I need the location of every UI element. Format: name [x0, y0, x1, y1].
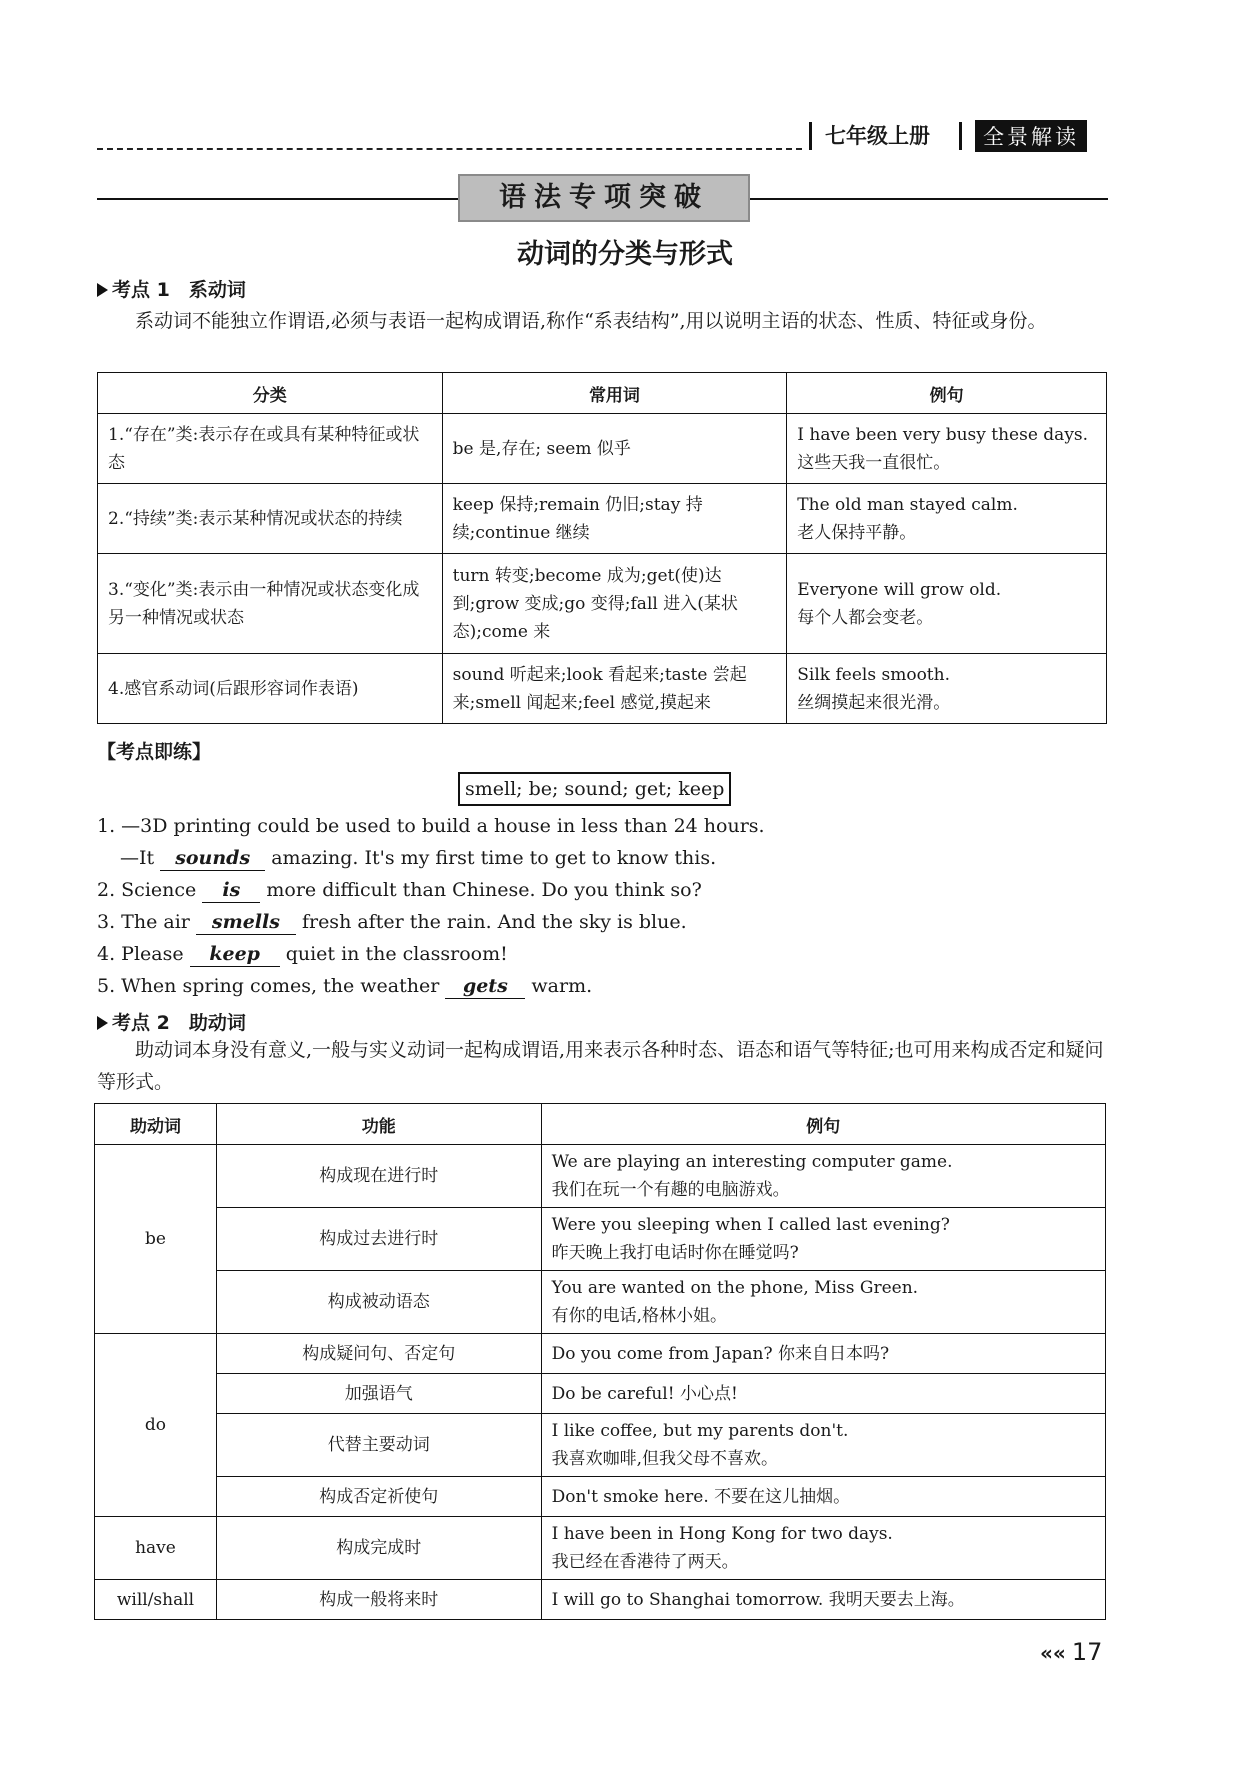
table-header-cell: 助动词 — [95, 1104, 217, 1145]
example-cell — [541, 1145, 1105, 1208]
header-dashed-rule — [97, 148, 802, 150]
triangle-bullet-icon — [97, 283, 108, 297]
table-header-cell: 功能 — [216, 1104, 541, 1145]
exercise-1-question: 1. —3D printing could be used to build a house in less than 24 hours. — [97, 815, 765, 837]
header-grade: 七年级上册 — [825, 124, 930, 148]
exercise-pre: 4. Please — [97, 943, 184, 965]
point2-heading — [97, 1008, 246, 1035]
words-cell: turn 转变;become 成为;get(使)达到;grow 变成;go 变得;fall 进入(某状态);come 来 — [442, 554, 787, 654]
table-header-cell: 例句 — [541, 1104, 1105, 1145]
function-cell: 构成被动语态 — [216, 1271, 541, 1334]
example-en: I have been in Hong Kong for two days. — [551, 1524, 893, 1544]
function-cell: 构成疑问句、否定句 — [216, 1334, 541, 1374]
exercise-post: amazing. It's my first time to get to know this. — [271, 847, 717, 869]
page-header — [97, 118, 1107, 154]
answer-blank: is — [202, 878, 260, 903]
aux-verb-cell: do — [95, 1334, 217, 1517]
example-cell — [541, 1414, 1105, 1477]
words-cell: be 是,存在; seem 似乎 — [442, 414, 787, 484]
category-cell: 2.“持续”类:表示某种情况或状态的持续 — [98, 484, 443, 554]
table-header-cell: 分类 — [98, 373, 443, 414]
exercise-4 — [97, 939, 508, 969]
function-cell: 构成过去进行时 — [216, 1208, 541, 1271]
category-cell: 1.“存在”类:表示存在或具有某种特征或状态 — [98, 414, 443, 484]
table-row — [98, 414, 1107, 484]
example-en: We are playing an interesting computer game. — [551, 1152, 953, 1172]
word-box: smell; be; sound; get; keep — [458, 772, 731, 806]
table-row — [95, 1477, 1106, 1517]
section-rule-right — [750, 198, 1108, 200]
example-zh: 我们在玩一个有趣的电脑游戏。 — [551, 1180, 790, 1200]
aux-verb-cell: have — [95, 1517, 217, 1580]
point2-intro: 助动词本身没有意义,一般与实义动词一起构成谓语,用来表示各种时态、语态和语气等特征;也可用来构成否定和疑问等形式。 — [97, 1039, 1104, 1093]
exercise-post: quiet in the classroom! — [285, 943, 508, 965]
aux-verb-cell: will/shall — [95, 1580, 217, 1620]
example-cell — [787, 414, 1107, 484]
exercise-5 — [97, 971, 592, 1001]
triangle-bullet-icon — [97, 1016, 108, 1030]
answer-blank: smells — [196, 910, 296, 935]
example-zh: 有你的电话,格林小姐。 — [551, 1306, 727, 1326]
table-row — [95, 1334, 1106, 1374]
table-row — [95, 1208, 1106, 1271]
example-zh: 我喜欢咖啡,但我父母不喜欢。 — [551, 1449, 778, 1469]
table-row — [95, 1517, 1106, 1580]
auxiliary-verb-table — [94, 1103, 1106, 1620]
practice-title: 【考点即练】 — [97, 741, 212, 763]
table-row — [95, 1414, 1106, 1477]
section-rule-left — [97, 198, 462, 200]
table-row — [95, 1271, 1106, 1334]
header-divider — [809, 122, 812, 150]
page-number: 17 — [1071, 1638, 1103, 1666]
exercise-pre: 5. When spring comes, the weather — [97, 975, 440, 997]
page-footer — [1040, 1638, 1102, 1666]
example-cell — [541, 1208, 1105, 1271]
example-en: The old man stayed calm. — [797, 494, 1018, 515]
category-cell: 3.“变化”类:表示由一种情况或状态变化成另一种情况或状态 — [98, 554, 443, 654]
example-zh: 昨天晚上我打电话时你在睡觉吗? — [551, 1243, 799, 1263]
exercise-1 — [120, 843, 716, 873]
function-cell: 构成现在进行时 — [216, 1145, 541, 1208]
example-cell: Don't smoke here. 不要在这儿抽烟。 — [541, 1477, 1105, 1517]
exercise-2 — [97, 875, 702, 905]
table-header-cell: 例句 — [787, 373, 1107, 414]
answer-blank: sounds — [160, 846, 265, 871]
table-row — [98, 654, 1107, 724]
table-row — [95, 1374, 1106, 1414]
words-cell: sound 听起来;look 看起来;taste 尝起来;smell 闻起来;feel 感觉,摸起来 — [442, 654, 787, 724]
linking-verb-table — [97, 372, 1107, 724]
category-cell: 4.感官系动词(后跟形容词作表语) — [98, 654, 443, 724]
table-row — [95, 1580, 1106, 1620]
exercise-pre: —It — [120, 847, 155, 869]
example-zh: 这些天我一直很忙。 — [797, 452, 951, 473]
exercise-3 — [97, 907, 687, 937]
exercise-post: fresh after the rain. And the sky is blue. — [301, 911, 687, 933]
function-cell: 构成完成时 — [216, 1517, 541, 1580]
page-subtitle: 动词的分类与形式 — [517, 239, 733, 270]
point1-heading — [97, 275, 246, 302]
example-zh: 老人保持平静。 — [797, 522, 917, 543]
exercise-pre: 3. The air — [97, 911, 190, 933]
example-en: Everyone will grow old. — [797, 579, 1002, 600]
table-row — [95, 1145, 1106, 1208]
point1-title: 考点 1 系动词 — [112, 279, 246, 301]
example-cell: Do you come from Japan? 你来自日本吗? — [541, 1334, 1105, 1374]
example-zh: 丝绸摸起来很光滑。 — [797, 692, 951, 713]
example-cell — [787, 554, 1107, 654]
table-header-row — [98, 373, 1107, 414]
example-cell: Do be careful! 小心点! — [541, 1374, 1105, 1414]
exercise-pre: 2. Science — [97, 879, 197, 901]
example-en: I like coffee, but my parents don't. — [551, 1421, 849, 1441]
table-header-row — [95, 1104, 1106, 1145]
example-en: Silk feels smooth. — [797, 664, 950, 685]
example-en: Were you sleeping when I called last evening? — [551, 1215, 950, 1235]
answer-blank: gets — [445, 974, 525, 999]
function-cell: 加强语气 — [216, 1374, 541, 1414]
answer-blank: keep — [190, 942, 280, 967]
function-cell: 代替主要动词 — [216, 1414, 541, 1477]
aux-verb-cell: be — [95, 1145, 217, 1334]
words-cell: keep 保持;remain 仍旧;stay 持续;continue 继续 — [442, 484, 787, 554]
example-cell: I will go to Shanghai tomorrow. 我明天要去上海。 — [541, 1580, 1105, 1620]
example-cell — [787, 654, 1107, 724]
section-title: 语法专项突破 — [458, 174, 750, 222]
double-left-arrow-icon: «« — [1040, 1641, 1066, 1665]
function-cell: 构成一般将来时 — [216, 1580, 541, 1620]
table-row — [98, 554, 1107, 654]
example-zh: 我已经在香港待了两天。 — [551, 1552, 739, 1572]
example-cell — [541, 1271, 1105, 1334]
header-divider — [959, 122, 962, 150]
example-en: You are wanted on the phone, Miss Green. — [551, 1278, 919, 1298]
table-row — [98, 484, 1107, 554]
example-en: I have been very busy these days. — [797, 424, 1089, 445]
example-zh: 每个人都会变老。 — [797, 607, 934, 628]
function-cell: 构成否定祈使句 — [216, 1477, 541, 1517]
table-header-cell: 常用词 — [442, 373, 787, 414]
point1-intro: 系动词不能独立作谓语,必须与表语一起构成谓语,称作“系表结构”,用以说明主语的状态、性质、特征或身份。 — [135, 310, 1047, 332]
example-cell — [541, 1517, 1105, 1580]
example-cell — [787, 484, 1107, 554]
exercise-post: warm. — [531, 975, 593, 997]
header-book-title: 全景解读 — [975, 120, 1087, 152]
exercise-post: more difficult than Chinese. Do you think so? — [266, 879, 702, 901]
point2-title: 考点 2 助动词 — [112, 1012, 246, 1034]
